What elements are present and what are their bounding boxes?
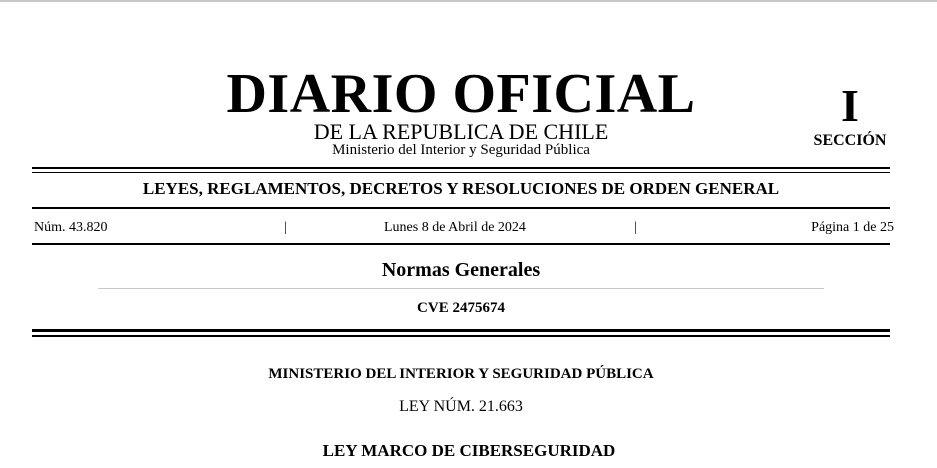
header-rule-top	[32, 167, 890, 169]
issue-separator: |	[634, 220, 637, 235]
header-rule-top-thin	[32, 172, 890, 173]
norms-divider	[98, 288, 824, 289]
masthead-ministry: Ministerio del Interior y Seguridad Pública	[332, 142, 590, 158]
cve-code: CVE 2475674	[417, 300, 505, 316]
issue-separator: |	[284, 220, 287, 235]
issue-rule-bottom	[32, 243, 890, 245]
page-indicator: Página 1 de 25	[811, 220, 894, 235]
section-label: SECCIÓN	[813, 132, 887, 149]
section-numeral: I	[841, 80, 859, 131]
viewer-top-border	[0, 0, 937, 2]
norms-heading: Normas Generales	[381, 259, 541, 281]
issue-date: Lunes 8 de Abril de 2024	[384, 220, 526, 235]
cve-rule-thick	[32, 329, 890, 332]
law-number: LEY NÚM. 21.663	[399, 398, 523, 415]
newspaper-title: DIARIO OFICIAL	[226, 63, 696, 125]
law-title: LEY MARCO DE CIBERSEGURIDAD	[322, 441, 616, 460]
cve-rule-thin	[32, 335, 890, 337]
band-rule-bottom	[32, 207, 890, 209]
issue-number: Núm. 43.820	[34, 220, 108, 235]
section-band-title: LEYES, REGLAMENTOS, DECRETOS Y RESOLUCIONES DE ORDEN GENERAL	[142, 179, 780, 198]
newspaper-subtitle: DE LA REPUBLICA DE CHILE	[313, 119, 609, 144]
issue-info-row	[32, 219, 894, 237]
issuing-ministry: MINISTERIO DEL INTERIOR Y SEGURIDAD PÚBLICA	[268, 366, 654, 382]
